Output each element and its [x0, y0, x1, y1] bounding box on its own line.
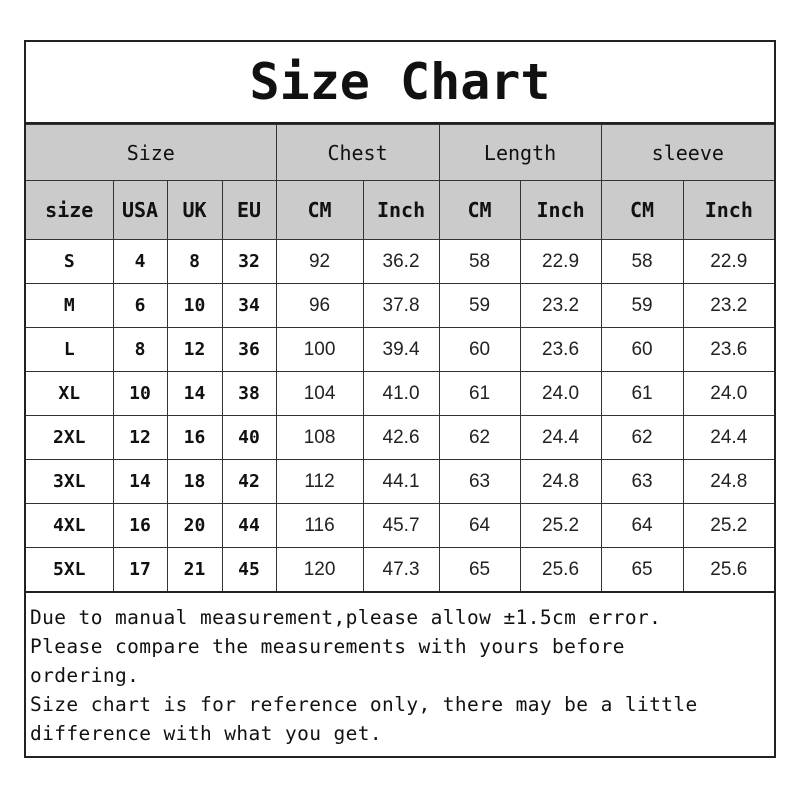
- group-header-length: Length: [439, 125, 601, 181]
- table-cell: 25.2: [683, 504, 774, 548]
- table-cell: 20: [167, 504, 222, 548]
- table-cell: 24.8: [520, 460, 601, 504]
- table-cell: 16: [167, 416, 222, 460]
- table-cell: 116: [276, 504, 363, 548]
- table-cell: 39.4: [363, 328, 439, 372]
- table-cell: 62: [601, 416, 683, 460]
- sub-header-row: [26, 181, 774, 240]
- table-cell: 58: [439, 240, 520, 284]
- table-cell: 24.8: [683, 460, 774, 504]
- table-cell: M: [26, 284, 113, 328]
- table-cell: 41.0: [363, 372, 439, 416]
- table-row: [26, 372, 774, 416]
- table-cell: 64: [439, 504, 520, 548]
- table-row: [26, 548, 774, 593]
- table-cell: 65: [601, 548, 683, 593]
- table-cell: 96: [276, 284, 363, 328]
- group-header-row: [26, 125, 774, 181]
- table-cell: 37.8: [363, 284, 439, 328]
- table-cell: 4XL: [26, 504, 113, 548]
- column-header: CM: [276, 181, 363, 240]
- note-line: difference with what you get.: [30, 722, 383, 745]
- table-cell: 5XL: [26, 548, 113, 593]
- notes: [26, 593, 774, 748]
- table-cell: 61: [601, 372, 683, 416]
- table-cell: 61: [439, 372, 520, 416]
- table-cell: 120: [276, 548, 363, 593]
- table-cell: S: [26, 240, 113, 284]
- table-cell: XL: [26, 372, 113, 416]
- table-cell: 25.6: [683, 548, 774, 593]
- table-cell: 18: [167, 460, 222, 504]
- table-cell: 65: [439, 548, 520, 593]
- column-header: Inch: [683, 181, 774, 240]
- table-row: [26, 416, 774, 460]
- table-cell: 23.2: [683, 284, 774, 328]
- table-cell: 59: [439, 284, 520, 328]
- table-cell: 36.2: [363, 240, 439, 284]
- table-cell: 59: [601, 284, 683, 328]
- table-cell: 10: [167, 284, 222, 328]
- table-cell: 12: [113, 416, 167, 460]
- table-cell: 60: [601, 328, 683, 372]
- table-cell: 32: [222, 240, 276, 284]
- table-cell: 23.2: [520, 284, 601, 328]
- group-header-sleeve: sleeve: [601, 125, 774, 181]
- table-cell: 45.7: [363, 504, 439, 548]
- table-cell: 25.2: [520, 504, 601, 548]
- column-header: Inch: [363, 181, 439, 240]
- table-cell: 63: [601, 460, 683, 504]
- size-chart: [24, 40, 776, 758]
- table-cell: 21: [167, 548, 222, 593]
- note-line: Due to manual measurement,please allow ±1.5cm error.: [30, 606, 662, 629]
- table-cell: 38: [222, 372, 276, 416]
- size-table: [26, 124, 774, 593]
- table-cell: 42.6: [363, 416, 439, 460]
- note-line: Please compare the measurements with yours before: [30, 635, 625, 658]
- table-cell: 8: [113, 328, 167, 372]
- table-cell: 108: [276, 416, 363, 460]
- table-cell: 22.9: [683, 240, 774, 284]
- table-body: [26, 240, 774, 593]
- table-cell: 64: [601, 504, 683, 548]
- table-cell: 92: [276, 240, 363, 284]
- table-cell: 42: [222, 460, 276, 504]
- table-cell: 25.6: [520, 548, 601, 593]
- table-cell: 34: [222, 284, 276, 328]
- table-cell: 36: [222, 328, 276, 372]
- table-cell: 16: [113, 504, 167, 548]
- column-header: Inch: [520, 181, 601, 240]
- column-header: CM: [601, 181, 683, 240]
- group-header-chest: Chest: [276, 125, 439, 181]
- table-cell: 45: [222, 548, 276, 593]
- column-header: size: [26, 181, 113, 240]
- table-cell: 8: [167, 240, 222, 284]
- note-line: ordering.: [30, 664, 140, 687]
- table-cell: 3XL: [26, 460, 113, 504]
- table-cell: L: [26, 328, 113, 372]
- column-header: EU: [222, 181, 276, 240]
- table-cell: 104: [276, 372, 363, 416]
- note-line: Size chart is for reference only, there may be a little: [30, 693, 698, 716]
- table-cell: 2XL: [26, 416, 113, 460]
- group-header-size: Size: [26, 125, 276, 181]
- table-cell: 24.0: [520, 372, 601, 416]
- table-cell: 47.3: [363, 548, 439, 593]
- column-header: USA: [113, 181, 167, 240]
- table-row: [26, 240, 774, 284]
- table-cell: 40: [222, 416, 276, 460]
- table-cell: 24.0: [683, 372, 774, 416]
- table-row: [26, 460, 774, 504]
- table-cell: 14: [167, 372, 222, 416]
- table-cell: 23.6: [683, 328, 774, 372]
- table-cell: 10: [113, 372, 167, 416]
- table-cell: 22.9: [520, 240, 601, 284]
- table-cell: 100: [276, 328, 363, 372]
- table-cell: 23.6: [520, 328, 601, 372]
- table-cell: 112: [276, 460, 363, 504]
- table-cell: 44: [222, 504, 276, 548]
- table-cell: 17: [113, 548, 167, 593]
- table-cell: 14: [113, 460, 167, 504]
- table-cell: 58: [601, 240, 683, 284]
- table-cell: 4: [113, 240, 167, 284]
- table-cell: 60: [439, 328, 520, 372]
- column-header: UK: [167, 181, 222, 240]
- table-row: [26, 284, 774, 328]
- table-row: [26, 504, 774, 548]
- table-cell: 44.1: [363, 460, 439, 504]
- table-cell: 24.4: [520, 416, 601, 460]
- table-cell: 6: [113, 284, 167, 328]
- column-header: CM: [439, 181, 520, 240]
- table-cell: 62: [439, 416, 520, 460]
- table-cell: 63: [439, 460, 520, 504]
- table-cell: 24.4: [683, 416, 774, 460]
- table-row: [26, 328, 774, 372]
- table-cell: 12: [167, 328, 222, 372]
- chart-title: Size Chart: [26, 42, 774, 124]
